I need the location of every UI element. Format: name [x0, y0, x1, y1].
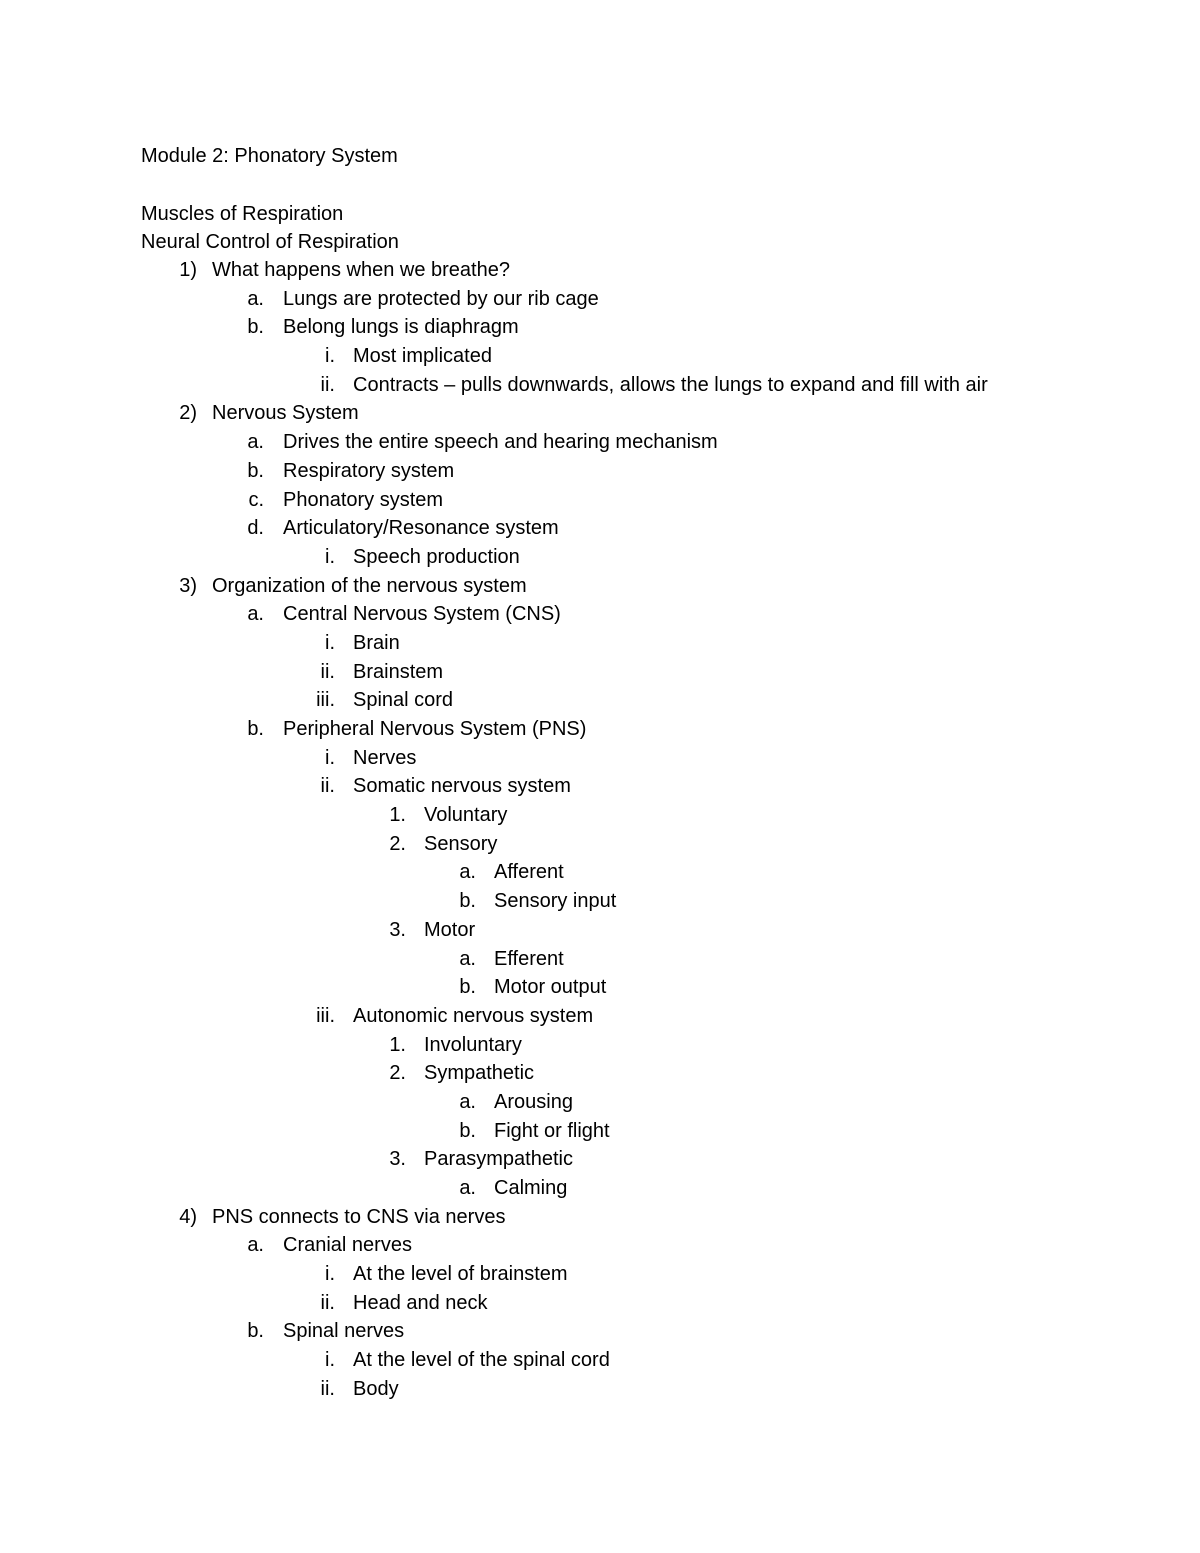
outline-item [0, 1346, 1200, 1375]
outline-item-marker: ii. [320, 1377, 335, 1400]
outline-item-marker: iii. [316, 1004, 335, 1027]
outline-item [0, 313, 1200, 342]
outline-item [0, 658, 1200, 687]
outline-item [0, 572, 1200, 601]
outline-item [0, 858, 1200, 887]
outline-item-marker: 1) [179, 259, 197, 281]
outline-item-text: Involuntary [424, 1033, 522, 1056]
outline-item-text: Articulatory/Resonance system [283, 517, 559, 540]
outline-item [0, 342, 1200, 371]
outline-item-marker: a. [459, 1090, 476, 1113]
outline-item-text: Cranial nerves [283, 1234, 412, 1257]
outline-item-text: Nervous System [212, 402, 359, 425]
outline-item [0, 600, 1200, 629]
outline-item-text: Somatic nervous system [353, 775, 571, 798]
outline-item [0, 1031, 1200, 1060]
outline-list [0, 256, 1200, 1404]
outline-item-text: Motor [424, 918, 476, 941]
outline-item [0, 285, 1200, 314]
outline-item [0, 1145, 1200, 1174]
outline-item-text: Peripheral Nervous System (PNS) [283, 718, 587, 740]
outline-item-text: Parasympathetic [424, 1148, 573, 1171]
outline-item [0, 1231, 1200, 1260]
outline-item-marker: b. [247, 1320, 264, 1343]
outline-item [0, 1088, 1200, 1117]
outline-item-text: At the level of brainstem [353, 1263, 568, 1286]
outline-item [0, 973, 1200, 1002]
outline-item-text: Organization of the nervous system [212, 574, 527, 597]
outline-item-text: PNS connects to CNS via nerves [212, 1205, 506, 1228]
outline-item [0, 686, 1200, 715]
outline-item [0, 543, 1200, 572]
outline-item-text: Body [353, 1377, 399, 1400]
outline-item-marker: d. [247, 517, 264, 540]
outline-item-marker: 4) [179, 1205, 197, 1228]
outline-item-marker: ii. [320, 660, 335, 683]
outline-item-marker: i. [325, 345, 335, 368]
outline-item [0, 1260, 1200, 1289]
outline-item [0, 1289, 1200, 1318]
outline-item-marker: b. [459, 890, 476, 913]
heading-muscles-of-respiration: Muscles of Respiration [141, 203, 344, 225]
outline-item-marker: 3. [389, 918, 406, 941]
outline-item [0, 256, 1200, 285]
outline-item [0, 514, 1200, 543]
outline-item-marker: a. [247, 603, 264, 626]
outline-item-marker: a. [247, 287, 264, 310]
outline-item [0, 399, 1200, 428]
outline-item [0, 1059, 1200, 1088]
outline-item-text: Head and neck [353, 1291, 488, 1314]
outline-item-marker: ii. [320, 1291, 335, 1314]
outline-item-text: Lungs are protected by our rib cage [283, 287, 599, 310]
outline-item [0, 1117, 1200, 1146]
outline-item-marker: a. [247, 431, 264, 454]
outline-item [0, 1174, 1200, 1203]
outline-item [0, 1002, 1200, 1031]
outline-item [0, 801, 1200, 830]
outline-item-marker: a. [459, 1177, 476, 1199]
outline-item-text: Central Nervous System (CNS) [283, 603, 561, 626]
outline-item-text: Afferent [494, 861, 564, 884]
outline-item-marker: b. [459, 976, 476, 999]
outline-item-marker: a. [459, 861, 476, 884]
outline-item-marker: b. [247, 459, 264, 482]
outline-item-text: Nerves [353, 746, 417, 769]
outline-item-text: Spinal cord [353, 689, 454, 712]
outline-item [0, 772, 1200, 801]
outline-item-marker: b. [459, 1119, 476, 1142]
outline-item-text: Voluntary [424, 804, 508, 827]
outline-item-text: Sympathetic [424, 1062, 535, 1085]
outline-item-text: Sensory [424, 832, 498, 855]
outline-item [0, 428, 1200, 457]
outline-item [0, 916, 1200, 945]
outline-item-marker: i. [325, 631, 335, 654]
outline-item-text: Phonatory system [283, 488, 444, 511]
outline-item-marker: 3. [389, 1148, 406, 1171]
outline-item-marker: 2. [389, 1062, 406, 1085]
outline-item-marker: 1. [389, 804, 406, 827]
outline-item [0, 1375, 1200, 1404]
outline-item-text: Sensory input [494, 890, 617, 913]
outline-item-marker: c. [248, 488, 264, 511]
outline-item-text: Efferent [494, 947, 564, 970]
outline-item-marker: i. [325, 746, 335, 769]
outline-item-text: Respiratory system [283, 459, 455, 482]
outline-item-text: Arousing [494, 1090, 573, 1113]
outline-item [0, 830, 1200, 859]
outline-item [0, 486, 1200, 515]
outline-item-text: At the level of the spinal cord [353, 1349, 610, 1372]
outline-item-marker: i. [325, 1349, 335, 1372]
outline-item-text: Drives the entire speech and hearing mechanism [283, 431, 718, 454]
outline-item-text: Brainstem [353, 660, 444, 683]
outline-item-marker: iii. [316, 689, 335, 712]
outline-item-marker: 3) [179, 574, 197, 597]
outline-item-text: Contracts – pulls downwards, allows the lungs to expand and fill with air [353, 373, 988, 396]
outline-item-text: Belong lungs is diaphragm [283, 316, 519, 339]
heading-neural-control-of-respiration: Neural Control of Respiration [141, 231, 399, 253]
outline-item [0, 371, 1200, 400]
outline-item-text: Motor output [494, 976, 607, 999]
outline-item-text: Autonomic nervous system [353, 1004, 594, 1027]
outline-item-marker: b. [247, 316, 264, 339]
outline-item [0, 715, 1200, 744]
outline-item [0, 1317, 1200, 1346]
outline-item-text: Spinal nerves [283, 1320, 405, 1343]
outline-item-marker: b. [247, 718, 264, 740]
outline-item-text: What happens when we breathe? [212, 259, 510, 281]
outline-item-text: Calming [494, 1177, 568, 1199]
outline-item [0, 744, 1200, 773]
outline-item-text: Brain [353, 631, 400, 654]
outline-item [0, 945, 1200, 974]
outline-item-marker: 2. [389, 832, 406, 855]
outline-item-marker: 1. [389, 1033, 406, 1056]
outline-item-marker: 2) [179, 402, 197, 425]
outline-item [0, 887, 1200, 916]
outline-item-marker: ii. [320, 373, 335, 396]
outline-item-marker: i. [325, 545, 335, 568]
outline-item-marker: a. [459, 947, 476, 970]
outline-item [0, 457, 1200, 486]
outline-item [0, 1203, 1200, 1232]
outline-item-text: Most implicated [353, 345, 492, 368]
outline-item [0, 629, 1200, 658]
outline-item-marker: a. [247, 1234, 264, 1257]
outline-item-marker: ii. [320, 775, 335, 798]
outline-item-text: Speech production [353, 545, 520, 568]
outline-item-marker: i. [325, 1263, 335, 1286]
document-title: Module 2: Phonatory System [141, 145, 398, 167]
outline-item-text: Fight or flight [494, 1119, 610, 1142]
